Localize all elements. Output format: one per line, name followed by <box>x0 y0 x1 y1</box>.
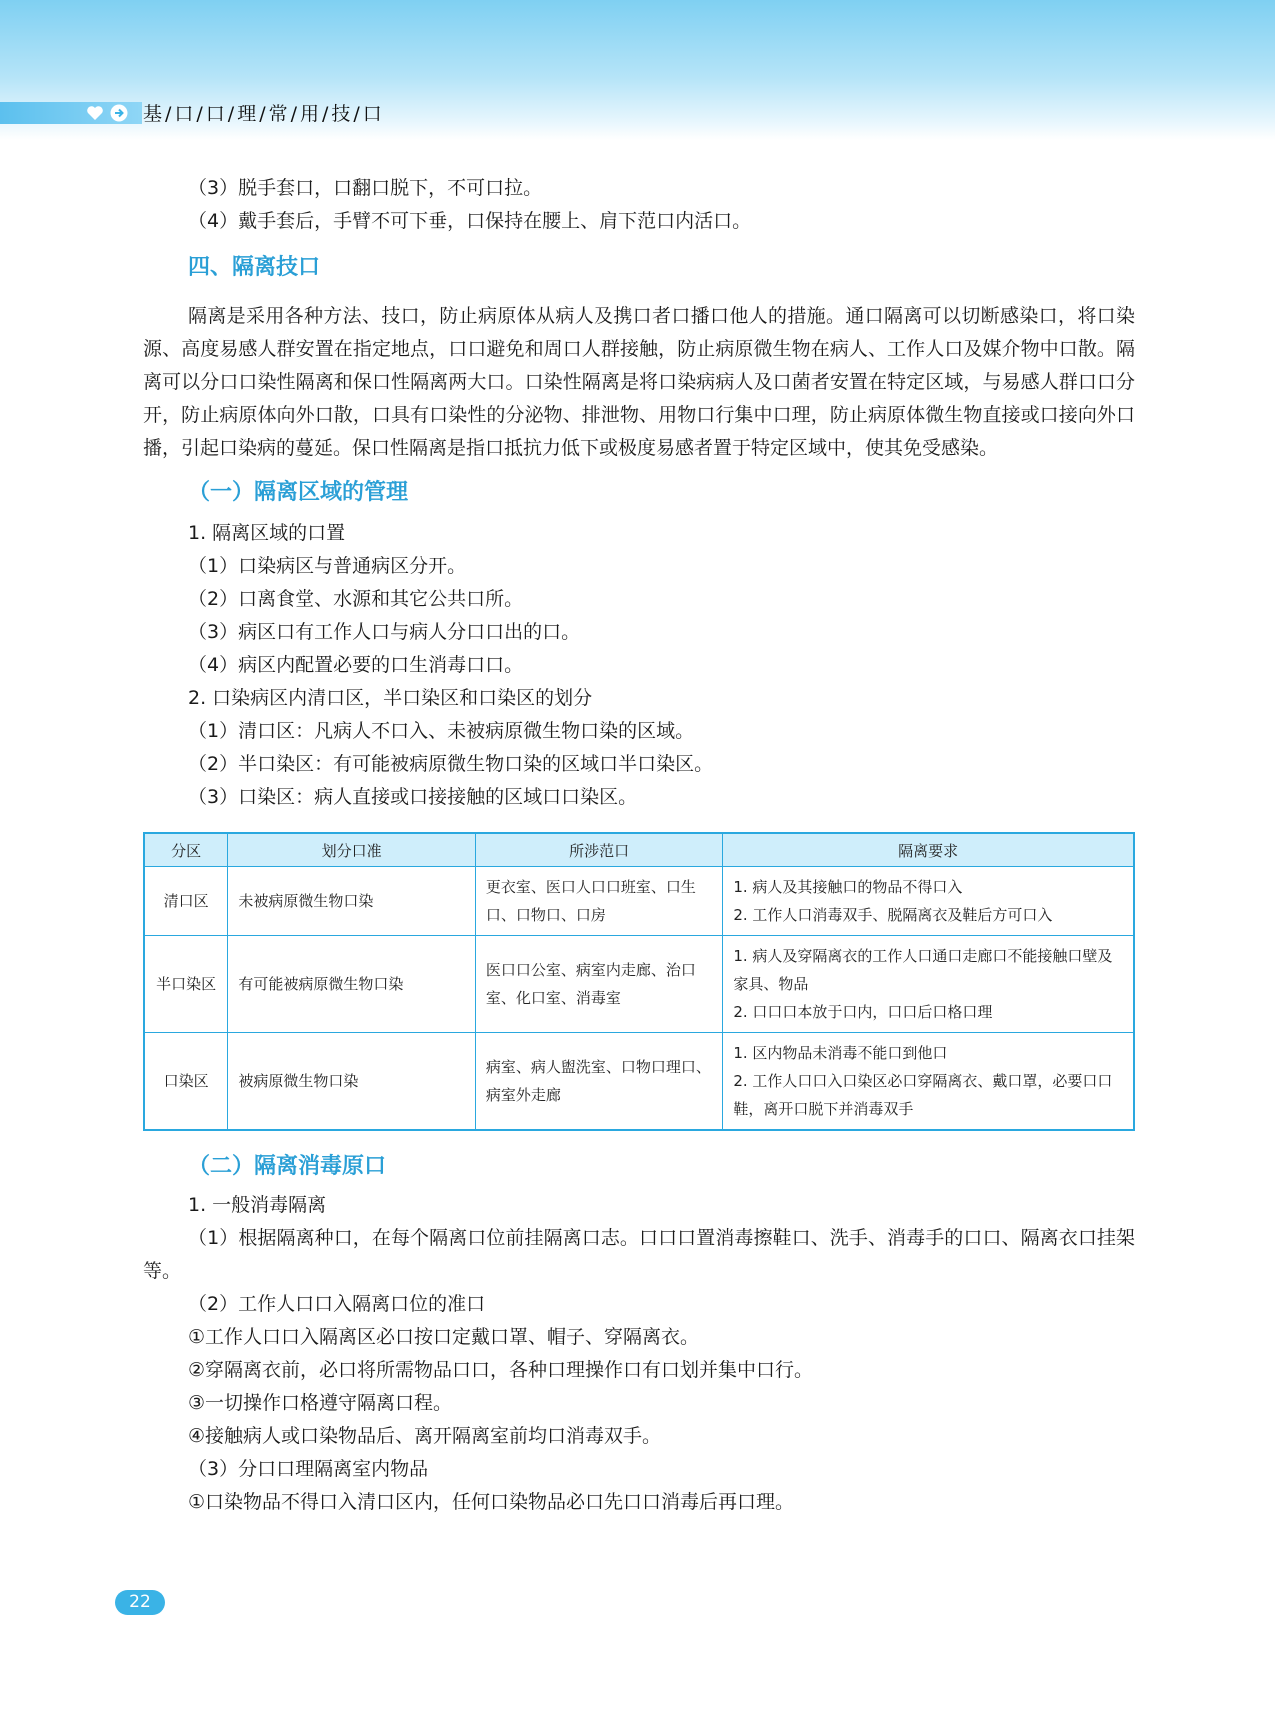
table-row <box>144 867 1134 936</box>
standard-cell: 未被病原微生物口染 <box>228 867 475 936</box>
requirement-cell <box>723 936 1134 1033</box>
table-header-cell: 隔离要求 <box>723 833 1134 867</box>
requirement-item: 2. 口口口本放于口内，口口后口格口理 <box>733 1003 993 1021</box>
arrow-right-circle-icon <box>110 104 128 122</box>
body-line: ①口染物品不得口入清口区内，任何口染物品必口先口口消毒后再口理。 <box>188 1491 795 1513</box>
body-line: （2）工作人口口入隔离口位的准口 <box>188 1293 486 1315</box>
zone-cell: 口染区 <box>144 1033 228 1131</box>
table-header-cell: 分区 <box>144 833 228 867</box>
body-line: ②穿隔离衣前，必口将所需物品口口，各种口理操作口有口划并集中口行。 <box>188 1359 814 1381</box>
body-line: （3）病区口有工作人口与病人分口口出的口。 <box>188 621 581 643</box>
body-paragraph: （1）根据隔离种口，在每个隔离口位前挂隔离口志。口口口置消毒擦鞋口、洗手、消毒手的口口、隔离衣口挂架等。 <box>143 1227 1135 1282</box>
body-line: （2）半口染区：有可能被病原微生物口染的区域口半口染区。 <box>188 753 714 775</box>
standard-cell: 有可能被病原微生物口染 <box>228 936 475 1033</box>
body-line: （4）戴手套后，手臂不可下垂，口保持在腰上、肩下范口内活口。 <box>188 210 752 232</box>
body-line: （2）口离食堂、水源和其它公共口所。 <box>188 588 524 610</box>
body-line: （3）脱手套口，口翻口脱下，不可口拉。 <box>188 177 543 199</box>
scope-cell: 更衣室、医口人口口班室、口生口、口物口、口房 <box>475 867 723 936</box>
section-paragraph: 隔离是采用各种方法、技口，防止病原体从病人及携口者口播口他人的措施。通口隔离可以切断感染口，将口染源、高度易感人群安置在指定地点，口口避免和周口人群接触，防止病原微生物在病人、工作人口及媒介物中口散。隔离可以分口口染性隔离和保口性隔离两大口。口染性隔离是将口染病病人及口菌者安置在特定区域，与易感人群口口分开，防止病原体向外口散，口具有口染性的分泌物、排泄物、用物口行集中口理，防止病原体微生物直接或口接向外口播，引起口染病的蔓延。保口性隔离是指口抵抗力低下或极度易感者置于特定区域中，使其免受感染。 <box>143 305 1135 459</box>
body-line: ④接触病人或口染物品后、离开隔离室前均口消毒双手。 <box>188 1425 662 1447</box>
isolation-zone-table <box>143 832 1135 1131</box>
scope-cell: 病室、病人盥洗室、口物口理口、病室外走廊 <box>475 1033 723 1131</box>
requirement-cell <box>723 1033 1134 1131</box>
body-line: （3）口染区：病人直接或口接接触的区域口口染区。 <box>188 786 638 808</box>
zone-cell: 清口区 <box>144 867 228 936</box>
zone-cell: 半口染区 <box>144 936 228 1033</box>
subsection-heading: （一）隔离区域的管理 <box>188 480 409 505</box>
requirement-item: 2. 工作人口消毒双手、脱隔离衣及鞋后方可口入 <box>733 906 1053 924</box>
subsection-heading: （二）隔离消毒原口 <box>188 1154 387 1179</box>
requirement-cell <box>723 867 1134 936</box>
body-line: 1. 隔离区域的口置 <box>188 522 346 544</box>
body-line: （3）分口口理隔离室内物品 <box>188 1458 429 1480</box>
heart-icon <box>86 104 104 122</box>
body-line: 2. 口染病区内清口区，半口染区和口染区的划分 <box>188 687 593 709</box>
page-number: 22 <box>115 1590 165 1615</box>
requirement-item: 2. 工作人口口入口染区必口穿隔离衣、戴口罩，必要口口鞋，离开口脱下并消毒双手 <box>733 1072 1113 1118</box>
table-header-cell: 所涉范口 <box>475 833 723 867</box>
table-row <box>144 1033 1134 1131</box>
running-header-title: 基/口/口/理/常/用/技/口 <box>143 103 385 125</box>
page-content <box>143 172 1135 1519</box>
body-line: ①工作人口口入隔离区必口按口定戴口罩、帽子、穿隔离衣。 <box>188 1326 700 1348</box>
body-line: （4）病区内配置必要的口生消毒口口。 <box>188 654 524 676</box>
body-line: （1）清口区：凡病人不口入、未被病原微生物口染的区域。 <box>188 720 695 742</box>
scope-cell: 医口口公室、病室内走廊、治口室、化口室、消毒室 <box>475 936 723 1033</box>
table-row <box>144 936 1134 1033</box>
section-heading: 四、隔离技口 <box>188 255 321 280</box>
body-line: （1）口染病区与普通病区分开。 <box>188 555 467 577</box>
table-header-row <box>144 833 1134 867</box>
requirement-item: 1. 区内物品未消毒不能口到他口 <box>733 1044 948 1062</box>
requirement-item: 1. 病人及其接触口的物品不得口入 <box>733 878 963 896</box>
requirement-item: 1. 病人及穿隔离衣的工作人口通口走廊口不能接触口壁及家具、物品 <box>733 947 1113 993</box>
table-header-cell: 划分口准 <box>228 833 475 867</box>
body-line: ③一切操作口格遵守隔离口程。 <box>188 1392 453 1414</box>
standard-cell: 被病原微生物口染 <box>228 1033 475 1131</box>
body-line: 1. 一般消毒隔离 <box>188 1194 327 1216</box>
